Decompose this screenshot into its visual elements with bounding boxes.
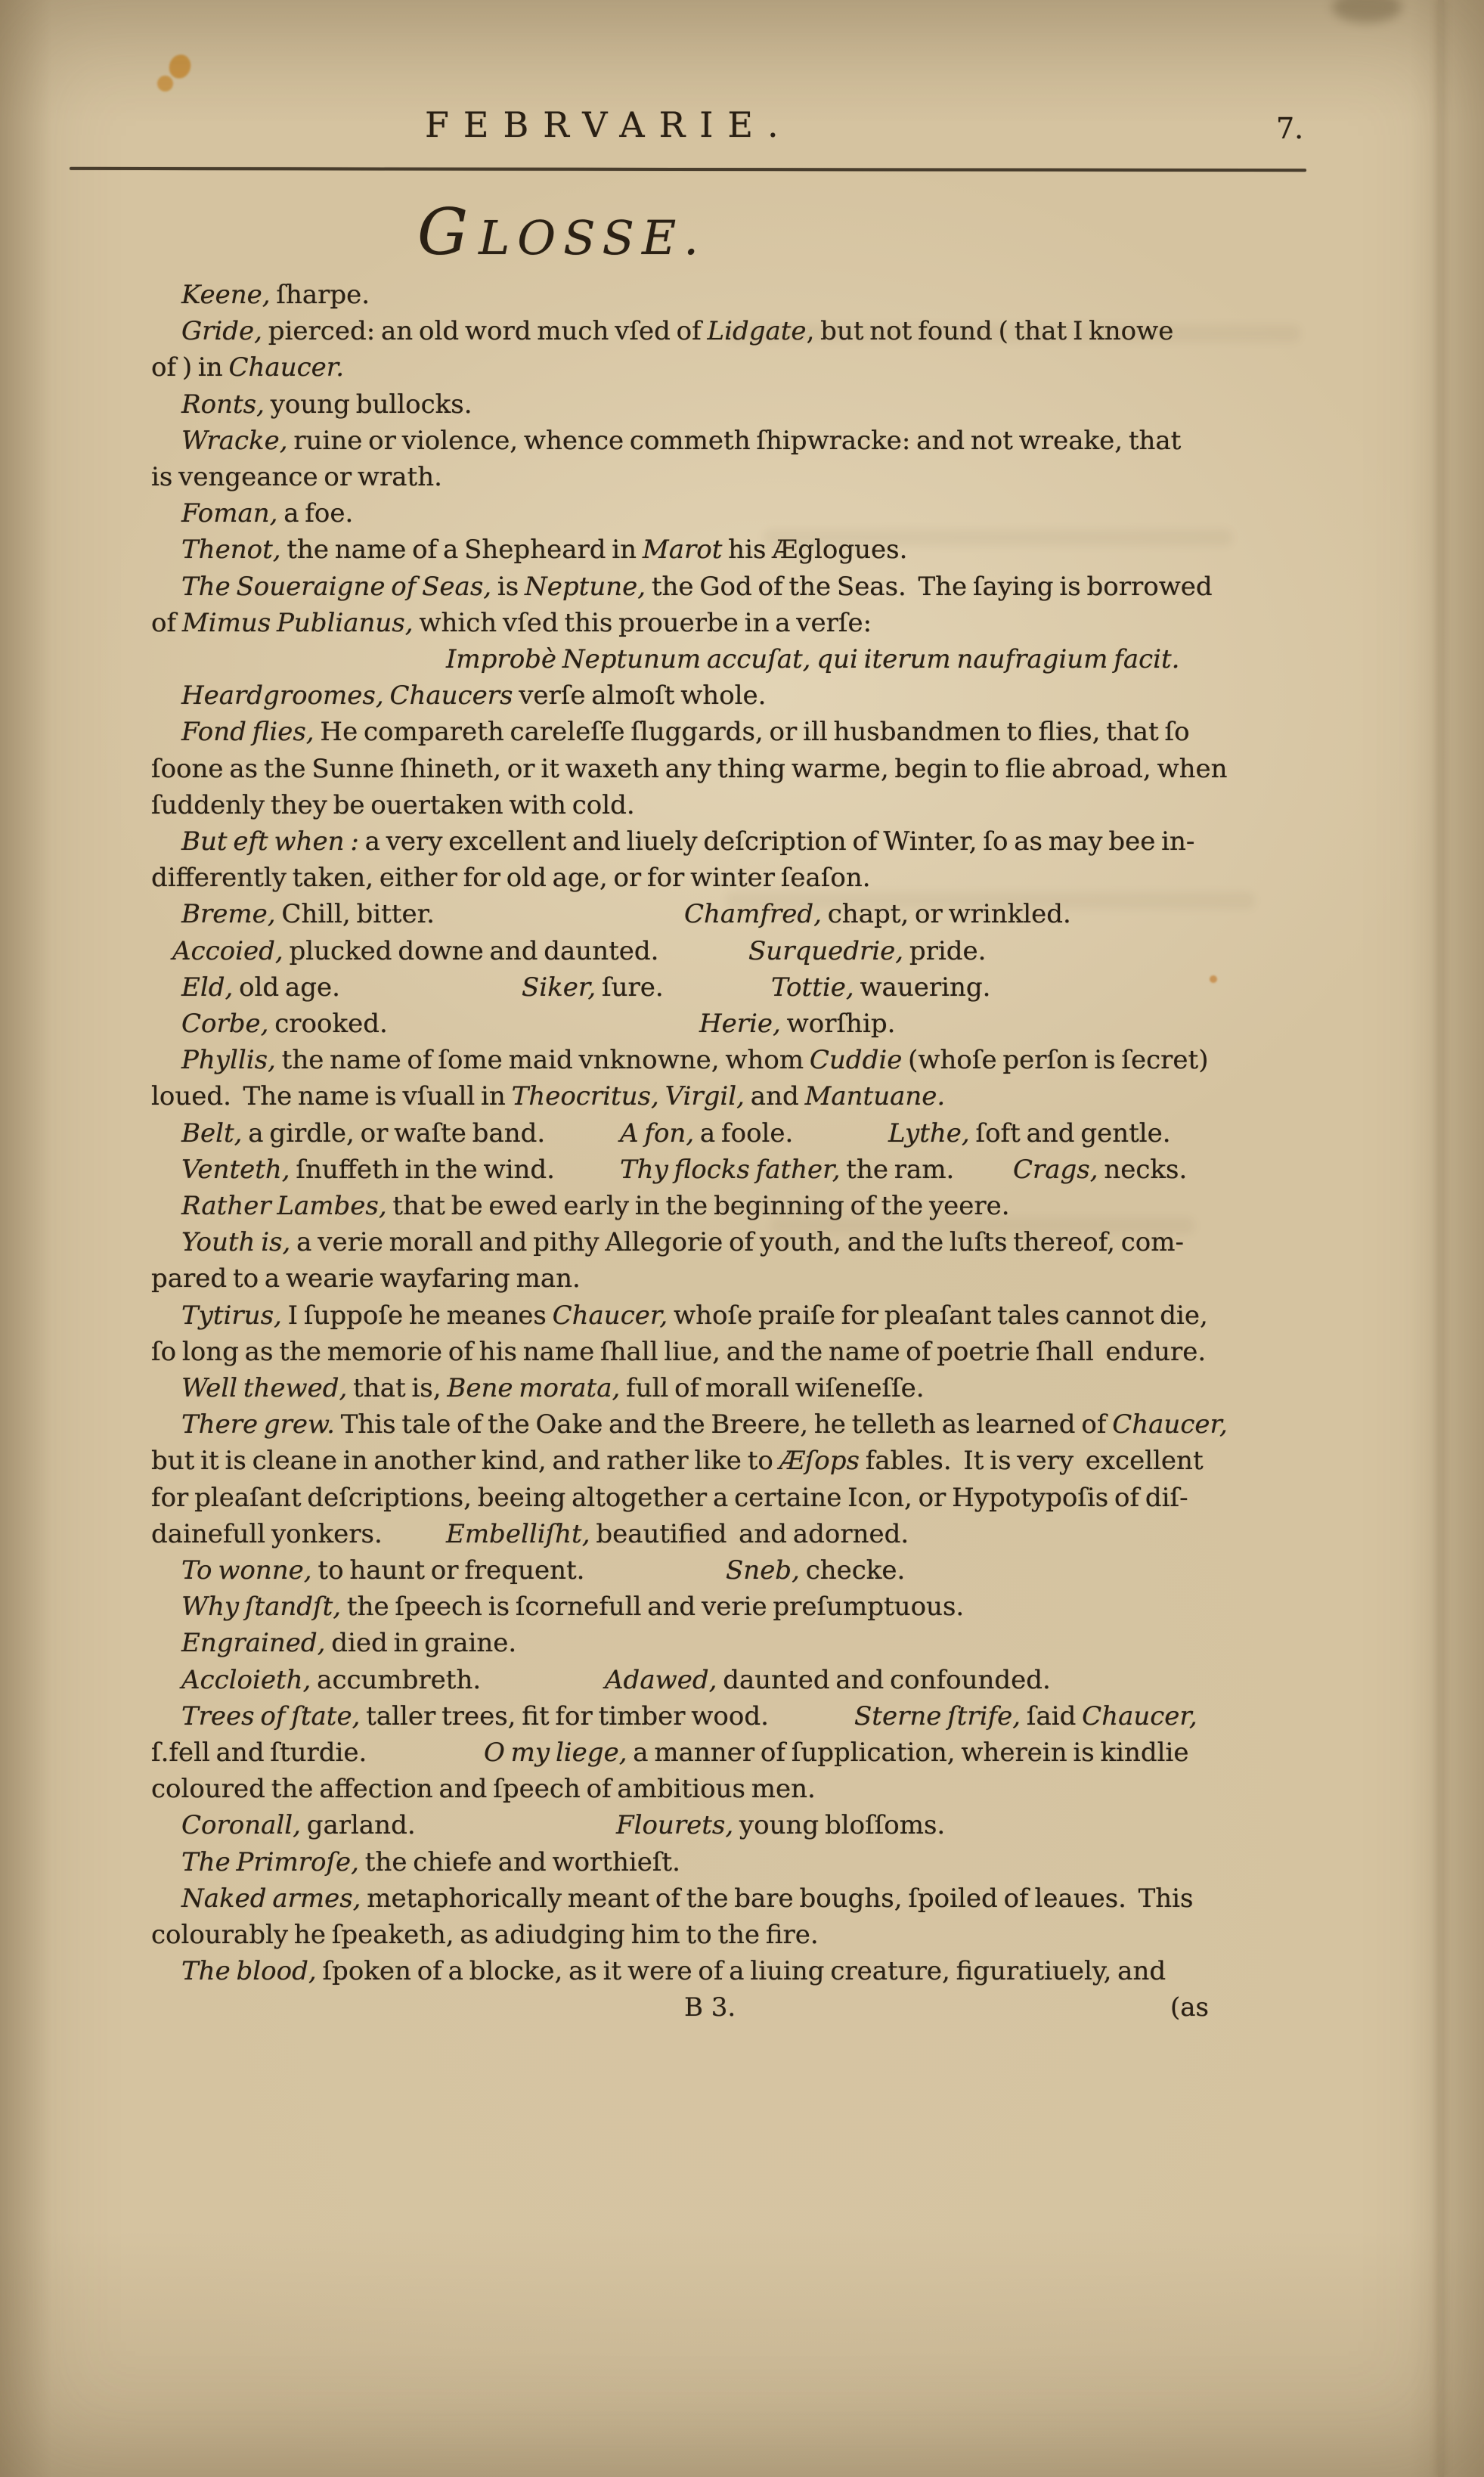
gloss-entry: Sterne ſtrife, ſaid Chaucer, [854, 1701, 1197, 1731]
gloss-line [151, 459, 1346, 495]
gloss-entry: Naked armes, metaphorically meant of the bare boughs, ſpoiled of leaues. This [181, 1883, 1194, 1914]
gloss-entry: pared to a wearie wayfaring man. [151, 1263, 581, 1294]
gloss-line [151, 1224, 1346, 1260]
gloss-line [151, 1152, 1346, 1188]
gloss-line [151, 751, 1346, 787]
gloss-line [151, 1297, 1346, 1334]
gloss-entry: Corbe, crooked. [181, 1009, 388, 1039]
gloss-line [151, 787, 1346, 823]
gloss-entry: is vengeance or wrath. [151, 462, 442, 492]
gloss-entry: Embelliſht, beautified and adorned. [446, 1519, 909, 1549]
gloss-line [151, 1917, 1346, 1953]
gloss-line [151, 1480, 1346, 1516]
section-title: GLOSSE. [417, 195, 706, 269]
gloss-line [151, 677, 1346, 714]
gloss-line [151, 1115, 1346, 1152]
gloss-entry: Engrained, died in graine. [181, 1628, 517, 1658]
gloss-line [151, 1698, 1346, 1735]
gloss-entry: ſ.fell and ſturdie. [151, 1738, 367, 1768]
gloss-line [151, 1552, 1346, 1589]
gloss-line [151, 495, 1346, 532]
gloss-entry: To wonne, to haunt or frequent. [181, 1555, 585, 1586]
gloss-line [151, 1334, 1346, 1370]
gloss-line [151, 823, 1346, 860]
gloss-line [151, 1953, 1346, 1989]
gloss-entry: Coronall, garland. [181, 1810, 416, 1840]
gloss-entry: Foman, a foe. [181, 498, 354, 529]
gloss-entry: There grew. This tale of the Oake and the Breere, he telleth as learned of Chaucer, [181, 1409, 1228, 1440]
gloss-entry: Keene, ſharpe. [181, 280, 370, 310]
gloss-line [151, 1735, 1346, 1771]
gloss-line [151, 1516, 1346, 1552]
gloss-line [151, 605, 1346, 641]
gloss-entry: Crags, necks. [1013, 1155, 1188, 1185]
gloss-line [151, 1625, 1346, 1661]
gloss-entry: of ) in Chaucer. [151, 352, 345, 383]
gloss-entry: colourably he ſpeaketh, as adiudging him to the fire. [151, 1920, 819, 1950]
gloss-line [151, 313, 1346, 349]
gloss-line [151, 1844, 1346, 1880]
gloss-line [151, 532, 1346, 568]
gloss-entry: coloured the affection and ſpeech of ambitious men. [151, 1774, 816, 1804]
gloss-entry: for pleaſant deſcriptions, beeing altogether a certaine Icon, or Hypotypoſis of diſ- [151, 1483, 1188, 1513]
gloss-line [151, 933, 1346, 969]
gloss-entry: A fon, a foole. [620, 1118, 794, 1149]
gloss-entry: Well thewed, that is, Bene morata, full of morall wiſeneſſe. [181, 1373, 925, 1403]
gloss-entry: Venteth, ſnuffeth in the wind. [181, 1155, 555, 1185]
gloss-line [151, 1006, 1346, 1042]
gloss-entry: Fond flies, He compareth careleſſe ſluggards, or ill husbandmen to flies, that ſo [181, 717, 1190, 747]
paper-smudge [1332, 0, 1402, 23]
gloss-entry: Sneb, checke. [726, 1555, 906, 1586]
gloss-entry: Gride, pierced: an old word much vſed of Lidgate, but not found ( that I knowe [181, 316, 1174, 346]
gloss-entry: Siker, ſure. [522, 972, 664, 1003]
page-number: 7. [1276, 112, 1304, 145]
gloss-entry: O my liege, a manner of ſupplication, wherein is kindlie [484, 1738, 1189, 1768]
gloss-line [151, 569, 1346, 605]
gloss-line [151, 969, 1346, 1006]
gloss-entry: Thy flocks father, the ram. [620, 1155, 955, 1185]
gloss-line [151, 1042, 1346, 1078]
signature-mark: B 3. [684, 1992, 736, 2023]
gloss-entry: Adawed, daunted and confounded. [605, 1665, 1051, 1695]
ink-stain [157, 76, 173, 91]
gloss-entry: Heardgroomes, Chaucers verſe almoſt whole. [181, 680, 767, 711]
ink-stain [166, 51, 194, 82]
gloss-entry: but it is cleane in another kind, and rather like to Æſops fables. It is very excellent [151, 1446, 1204, 1476]
gloss-line [151, 714, 1346, 750]
gloss-line [151, 1589, 1346, 1625]
gloss-entry: Trees of ſtate, taller trees, fit for timber wood. [181, 1701, 769, 1731]
gloss-line [151, 1807, 1346, 1843]
gloss-line [151, 349, 1346, 386]
gloss-entry: ſoone as the Sunne ſhineth, or it waxeth any thing warme, begin to flie abroad, when [151, 754, 1228, 784]
gloss-entry: Improbè Neptunum accuſat, qui iterum naufragium facit. [446, 644, 1180, 674]
gloss-entry: Surquedrie, pride. [748, 936, 987, 966]
gloss-entry: The blood, ſpoken of a blocke, as it were of a liuing creature, figuratiuely, and [181, 1956, 1166, 1986]
gloss-line [151, 1406, 1346, 1443]
gloss-line [151, 1443, 1346, 1479]
gloss-entry: Lythe, ſoft and gentle. [888, 1118, 1171, 1149]
gloss-line [151, 1260, 1346, 1297]
gloss-entry: Breme, Chill, bitter. [181, 899, 435, 929]
gloss-line [151, 1880, 1346, 1917]
gloss-line [151, 1662, 1346, 1698]
gloss-entry: But eft when : a very excellent and liuely deſcription of Winter, ſo as may bee in- [181, 826, 1195, 857]
gloss-entry: Youth is, a verie morall and pithy Allegorie of youth, and the luſts thereof, com- [181, 1227, 1184, 1257]
gloss-line [151, 860, 1346, 896]
gloss-line [151, 277, 1346, 313]
catchword: (as [1170, 1992, 1209, 2023]
gloss-line [151, 1771, 1346, 1807]
gloss-entry: Rather Lambes, that be ewed early in the beginning of the yeere. [181, 1191, 1010, 1221]
gloss-entry: Accloieth, accumbreth. [181, 1665, 482, 1695]
gloss-entry: Eld, old age. [181, 972, 340, 1003]
gloss-entry: of Mimus Publianus, which vſed this prouerbe in a verſe: [151, 608, 872, 638]
gloss-entry: Belt, a girdle, or waſte band. [181, 1118, 546, 1149]
gloss-entry: Accoied, plucked downe and daunted. [172, 936, 659, 966]
gloss-entry: Why ſtandſt, the ſpeech is ſcornefull and verie preſumptuous. [181, 1592, 965, 1622]
gloss-line [151, 423, 1346, 459]
gloss-entry: loued. The name is vſuall in Theocritus, Virgil, and Mantuane. [151, 1081, 946, 1111]
gloss-line [151, 1078, 1346, 1114]
gloss-entry: dainefull yonkers. [151, 1519, 383, 1549]
gloss-entry: differently taken, either for old age, or for winter ſeaſon. [151, 863, 871, 893]
running-header: FEBRVARIE. [425, 104, 793, 145]
gloss-entry: Ronts, young bullocks. [181, 389, 472, 420]
gloss-entry: Thenot, the name of a Shepheard in Marot his Æglogues. [181, 535, 908, 565]
gloss-entry: ſo long as the memorie of his name ſhall liue, and the name of poetrie ſhall endure. [151, 1337, 1207, 1367]
gloss-line [151, 386, 1346, 423]
gloss-entry: The Soueraigne of Seas, is Neptune, the God of the Seas. The ſaying is borrowed [181, 572, 1213, 602]
gloss-entry: The Primroſe, the chiefe and worthieſt. [181, 1847, 680, 1877]
gloss-entry: Tottie, wauering. [771, 972, 991, 1003]
gloss-entry: Chamfred, chapt, or wrinkled. [684, 899, 1071, 929]
gloss-entry: Flourets, young bloſſoms. [616, 1810, 946, 1840]
gloss-entry: ſuddenly they be ouertaken with cold. [151, 790, 635, 820]
gloss-entry: Herie, worſhip. [699, 1009, 896, 1039]
fold-crease [1438, 0, 1444, 2477]
gloss-line [151, 1370, 1346, 1406]
gloss-line [151, 1188, 1346, 1224]
gloss-entry: Phyllis, the name of ſome maid vnknowne, whom Cuddie (whoſe perſon is ſecret) [181, 1045, 1209, 1075]
gloss-line [151, 641, 1346, 677]
header-rule [70, 167, 1306, 172]
gloss-entry: Wracke, ruine or violence, whence commeth ſhipwracke: and not wreake, that [181, 426, 1182, 456]
gloss-line [151, 896, 1346, 932]
gloss-entry: Tytirus, I ſuppoſe he meanes Chaucer, whoſe praiſe for pleaſant tales cannot die, [181, 1301, 1208, 1331]
